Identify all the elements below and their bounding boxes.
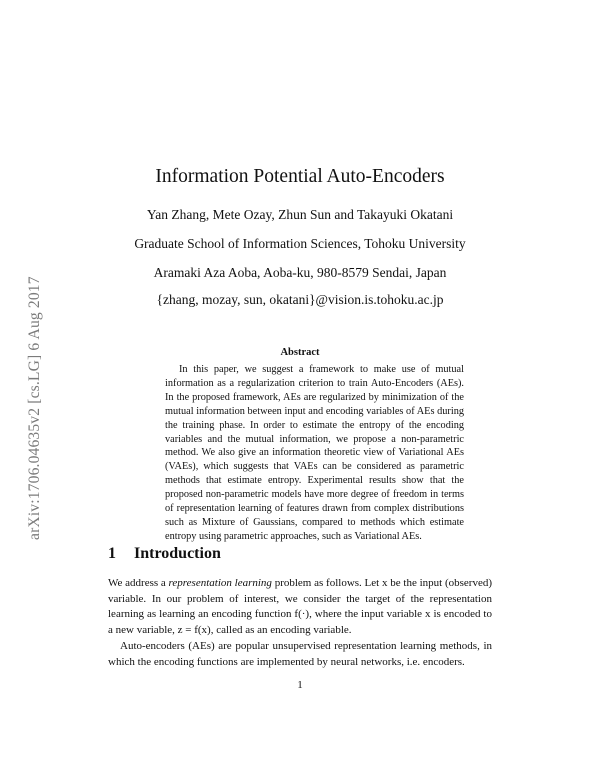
address-line: Aramaki Aza Aoba, Aoba-ku, 980-8579 Sendai, Japan bbox=[153, 265, 447, 280]
intro-text: problem as follows. Let x be the input (observed) variable. In our problem of interest, we consider the target of the representation learning as learning an encoding function f(·), where the input variable x is encoded to a new variable, z = f(x), called as an encoding variable. bbox=[108, 577, 492, 636]
section-title: Introduction bbox=[134, 545, 221, 562]
arxiv-stamp: arXiv:1706.04635v2 [cs.LG] 6 Aug 2017 bbox=[26, 276, 43, 540]
section-heading bbox=[108, 545, 221, 563]
abstract-text: In this paper, we suggest a framework to make use of mutual information as a regularization criterion to train Auto-Encoders (AEs). In the proposed framework, AEs are regularized by minimization of the mutual information between input and encoding variables of AEs during the training phase. In order to estimate the entropy of the encoding variables and the mutual information, we propose a non-parametric method. We also give an information theoretic view of Variational AEs (VAEs), which suggests that VAEs can be considered as parametric methods that estimate entropy. Experimental results show that the proposed non-parametric models have more degree of freedom in terms of representation learning of features drawn from complex distributions such as Mixture of Gaussians, compared to methods which estimate entropy using parametric approaches, such as Variational AEs. bbox=[165, 364, 464, 542]
section-number: 1 bbox=[108, 545, 116, 562]
abstract-heading: Abstract bbox=[280, 347, 320, 358]
intro-emphasis: representation learning bbox=[168, 577, 272, 589]
affiliation-line: Graduate School of Information Sciences, Tohoku University bbox=[134, 236, 466, 251]
email-line: {zhang, mozay, sun, okatani}@vision.is.tohoku.ac.jp bbox=[156, 292, 444, 307]
author-list: Yan Zhang, Mete Ozay, Zhun Sun and Takayuki Okatani bbox=[146, 207, 454, 222]
intro-paragraph: Auto-encoders (AEs) are popular unsupervised representation learning methods, in which the encoding functions are implemented by neural networks, i.e. encoders. bbox=[108, 640, 492, 668]
page-number: 1 bbox=[297, 679, 303, 691]
intro-text: We address a bbox=[108, 577, 169, 589]
intro-paragraph bbox=[108, 576, 492, 638]
paper-title: Information Potential Auto-Encoders bbox=[155, 166, 445, 187]
